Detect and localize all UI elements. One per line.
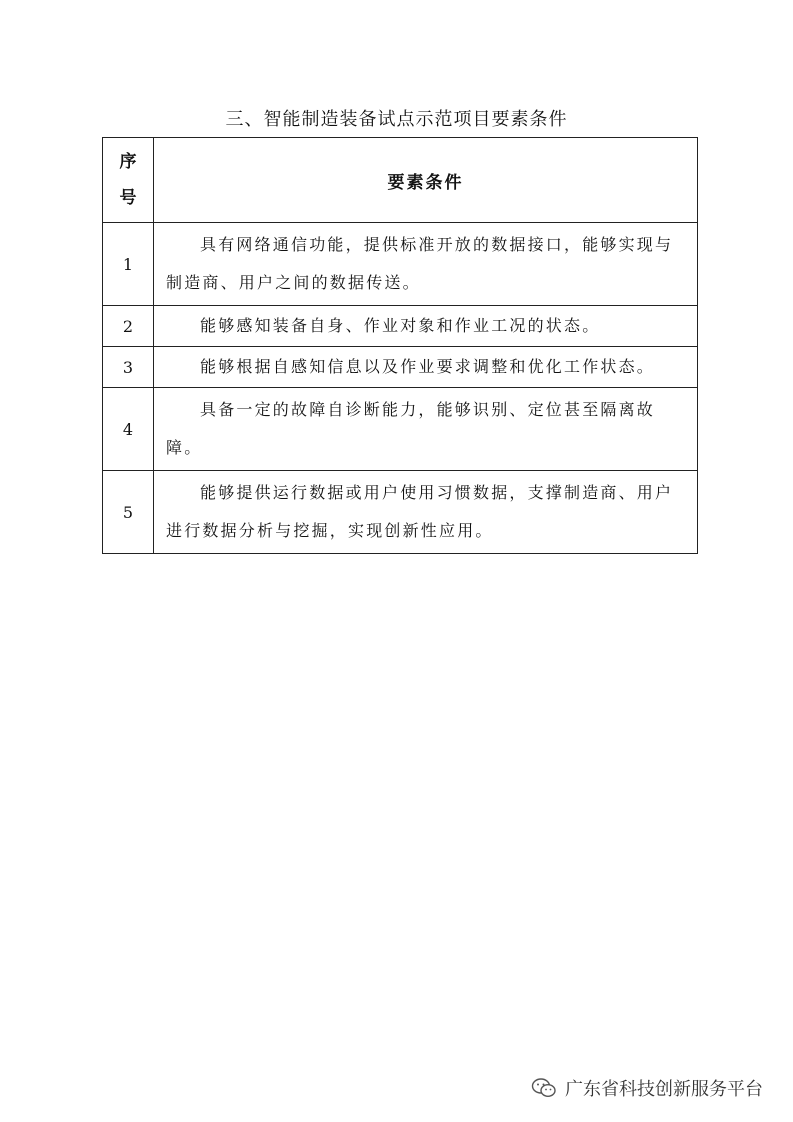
row-number: 4 [103, 388, 154, 471]
row-condition [154, 306, 698, 347]
wechat-icon [531, 1077, 557, 1099]
table-row [103, 471, 698, 554]
header-serial-line2: 号 [119, 188, 137, 208]
table-row [103, 306, 698, 347]
row-condition [154, 347, 698, 388]
footer-brand-text: 广东省科技创新服务平台 [565, 1079, 763, 1100]
row-number: 5 [103, 471, 154, 554]
row-condition-text: 能够根据自感知信息以及作业要求调整和优化工作状态。 [200, 357, 656, 376]
row-condition-text: 具备一定的故障自诊断能力，能够识别、定位甚至隔离故障。 [166, 400, 656, 457]
header-serial-number [103, 138, 154, 223]
requirements-table [102, 137, 698, 554]
row-condition-text: 具有网络通信功能，提供标准开放的数据接口，能够实现与制造商、用户之间的数据传送。 [166, 235, 674, 292]
row-condition-text: 能够感知装备自身、作业对象和作业工况的状态。 [200, 316, 601, 335]
table-row [103, 223, 698, 306]
header-serial-line1: 序 [119, 152, 137, 172]
table-row [103, 388, 698, 471]
row-number: 2 [103, 306, 154, 347]
footer-watermark [531, 1075, 763, 1101]
row-number: 3 [103, 347, 154, 388]
row-condition-text: 能够提供运行数据或用户使用习惯数据，支撑制造商、用户进行数据分析与挖掘，实现创新性应用。 [166, 483, 674, 540]
table-header-row [103, 138, 698, 223]
page-title: 三、智能制造装备试点示范项目要素条件 [225, 109, 568, 130]
row-condition [154, 388, 698, 471]
row-number: 1 [103, 223, 154, 306]
row-condition [154, 223, 698, 306]
header-conditions: 要素条件 [154, 138, 698, 223]
table-row [103, 347, 698, 388]
row-condition [154, 471, 698, 554]
